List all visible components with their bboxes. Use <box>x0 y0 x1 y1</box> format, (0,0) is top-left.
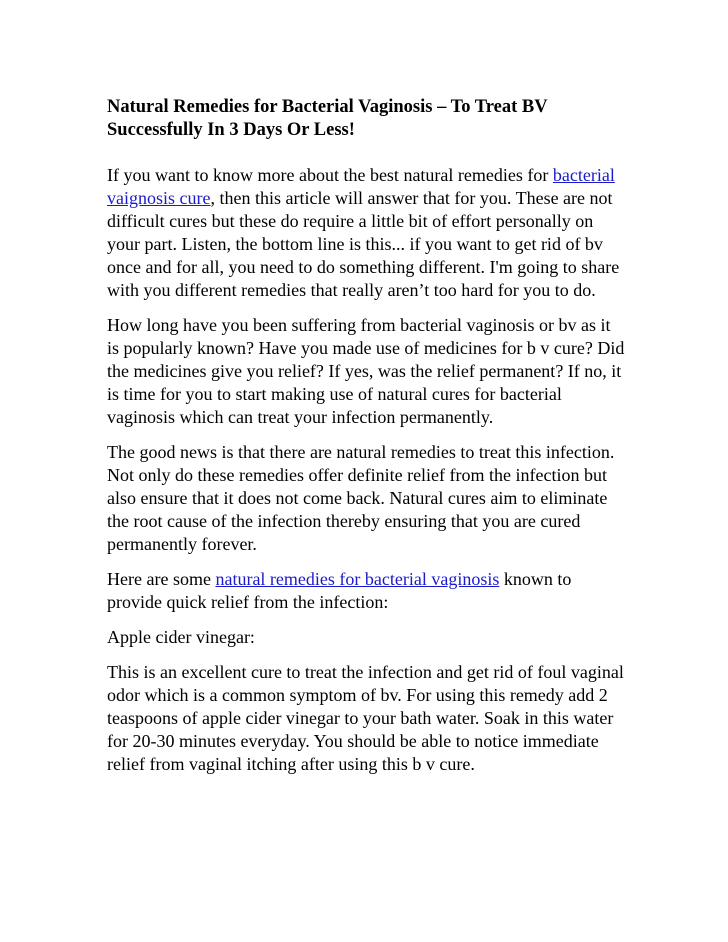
natural-remedies-link[interactable]: natural remedies for bacterial vaginosis <box>215 569 500 589</box>
remedies-text-before: Here are some <box>107 569 216 589</box>
bacterial-vaginosis-cure-link[interactable]: bacterial vaignosis cure <box>107 165 615 208</box>
intro-paragraph <box>107 164 627 302</box>
apple-cider-vinegar-heading: Apple cider vinegar: <box>107 627 255 647</box>
document-title: Natural Remedies for Bacterial Vaginosis – To Treat BV Successfully In 3 Days Or Less! <box>107 97 548 140</box>
good-news-paragraph: The good news is that there are natural remedies to treat this infection. Not only do these remedies offer definite relief from the infection but also ensure that it does not come back. Natural cures aim to eliminate the root cause of the infection thereby ensuring that you are cured permanently forever. <box>107 442 615 554</box>
intro-text-before: If you want to know more about the best natural remedies for <box>107 165 553 185</box>
apple-cider-vinegar-paragraph: This is an excellent cure to treat the infection and get rid of foul vaginal odor which is a common symptom of bv. For using this remedy add 2 teaspoons of apple cider vinegar to your bath water. Soak in this water for 20-30 minutes everyday. You should be able to notice immediate relief from vaginal itching after using this b v cure. <box>107 662 624 774</box>
document-page <box>107 96 627 788</box>
suffering-paragraph: How long have you been suffering from bacterial vaginosis or bv as it is popularly known? Have you made use of medicines for b v cure? Did the medicines give you relief? If yes, was the relief permanent? If no, it is time for you to start making use of natural cures for bacterial vaginosis which can treat your infection permanently. <box>107 315 625 427</box>
remedies-intro-paragraph <box>107 568 627 614</box>
remedies-text-after: known to provide quick relief from the infection: <box>107 569 572 612</box>
intro-text-after: , then this article will answer that for you. These are not difficult cures but these do require a little bit of effort personally on your part. Listen, the bottom line is this... if you want to get rid of bv once and for all, you need to do something different. I'm going to share with you different remedies that really aren’t too hard for you to do. <box>107 188 620 300</box>
